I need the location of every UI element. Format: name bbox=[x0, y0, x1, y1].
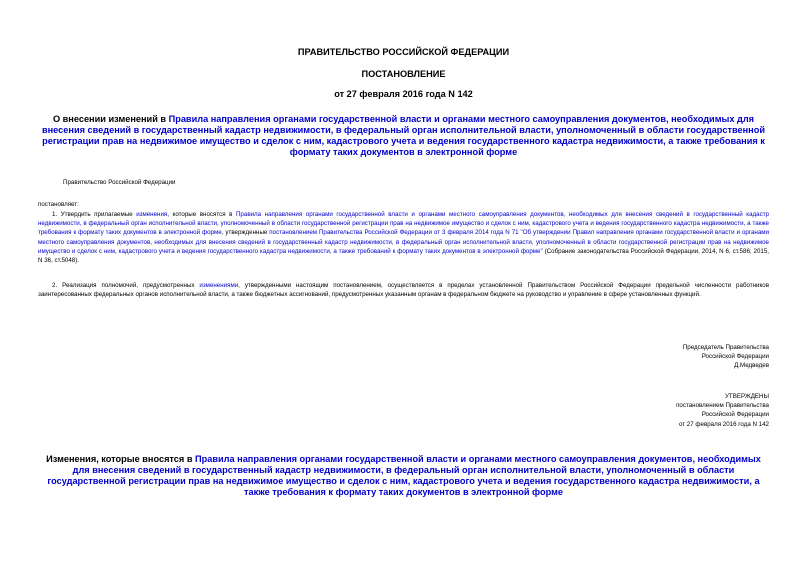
signature-name: Д.Медведев bbox=[734, 362, 769, 370]
title-rules-link[interactable]: Правила направления органами государственной власти и органами местного самоуправления документов, необходимых для внесения сведений в государственный кадастр недвижимости, в федеральный орган исполнительной власти, уполномоченный в области государственной регистрации прав на недвижимое имущество и сделок с ним, кадастрового учета и ведения государственного кадастра недвижимости, а также требования к формату таких документов в электронной форме bbox=[41, 114, 765, 157]
para2-text-2: , утвержденными настоящим постановлением, осуществляется в пределах установленной Правительством Российской Федерации предельной численности работников заинтересованных федеральных органов исполнительной власти, а также бюджетных ассигнований, предусмотренных указанным органам в федеральном бюджете на руководство и управление в сфере установленных функций. bbox=[38, 282, 770, 299]
changes-link-2[interactable]: изменениями bbox=[199, 282, 239, 289]
approved-line-2: постановлением Правительства bbox=[676, 402, 769, 410]
signature-block bbox=[683, 343, 769, 371]
decree-71-link[interactable]: постановлением Правительства Российской Федерации от 3 февраля 2014 года N 71 "Об утверждении Правил направления органами государственной власти и органами местного самоуправления документов, необходимых для внесения сведений в государственный кадастр недвижимости, в федеральный орган исполнительной власти, уполномоченный в области государственной регистрации прав на недвижимое имущество и сделок с ним, кадастрового учета и ведения государственного кадастра недвижимости, а также требований к формату таких документов в электронной форме" bbox=[38, 229, 769, 255]
title-prefix: О внесении изменений в bbox=[52, 114, 169, 124]
approved-line-1: УТВЕРЖДЕНЫ bbox=[725, 393, 769, 400]
changes-link[interactable]: изменения bbox=[136, 211, 168, 218]
decrees-word: постановляет: bbox=[38, 201, 79, 208]
para2-text-1: 2. Реализация полномочий, предусмотренных bbox=[52, 282, 200, 289]
government-name: Правительство Российской Федерации bbox=[63, 179, 176, 186]
document-type-heading: ПОСТАНОВЛЕНИЕ bbox=[361, 69, 446, 79]
changes-title bbox=[38, 454, 769, 498]
para1-text-2: , которые вносятся в bbox=[167, 211, 236, 218]
approved-line-4: от 27 февраля 2016 года N 142 bbox=[678, 420, 769, 428]
paragraph-2 bbox=[38, 281, 769, 299]
para1-text-1: 1. Утвердить прилагаемые bbox=[52, 211, 137, 218]
para1-text-4: (Собрание законодательства Российской Федерации, 2014, N 6, ст.586; 2015, N 36, ст.5048). bbox=[38, 247, 769, 265]
document-title bbox=[38, 114, 769, 158]
paragraph-1 bbox=[38, 210, 769, 265]
changes-title-rules-link[interactable]: Правила направления органами государственной власти и органами местного самоуправления документов, необходимых для внесения сведений в государственный кадастр недвижимости, в федеральный орган исполнительной власти, уполномоченный в области государственной регистрации прав на недвижимое имущество и сделок с ним, кадастрового учета и ведения государственного кадастра недвижимости, а также требования к формату таких документов в электронной форме bbox=[47, 454, 761, 497]
signature-line-1: Председатель Правительства bbox=[682, 344, 769, 351]
approved-block bbox=[676, 392, 769, 429]
signature-line-2: Российской Федерации bbox=[701, 353, 769, 361]
para1-text-3: , утвержденные bbox=[221, 229, 270, 237]
document-date-number: от 27 февраля 2016 года N 142 bbox=[334, 89, 473, 99]
changes-title-prefix: Изменения, которые вносятся в bbox=[46, 454, 196, 464]
approved-line-3: Российской Федерации bbox=[701, 411, 769, 419]
government-heading: ПРАВИТЕЛЬСТВО РОССИЙСКОЙ ФЕДЕРАЦИИ bbox=[297, 47, 510, 57]
rules-link[interactable]: Правила направления органами государственной власти и органами местного самоуправления документов, необходимых для внесения сведений в государственный кадастр недвижимости, в федеральный орган исполнительной власти, уполномоченный в области государственной регистрации прав на недвижимое имущество и сделок с ним, кадастрового учета и ведения государственного кадастра недвижимости, а также требования к формату таких документов в электронной форме bbox=[38, 211, 769, 237]
